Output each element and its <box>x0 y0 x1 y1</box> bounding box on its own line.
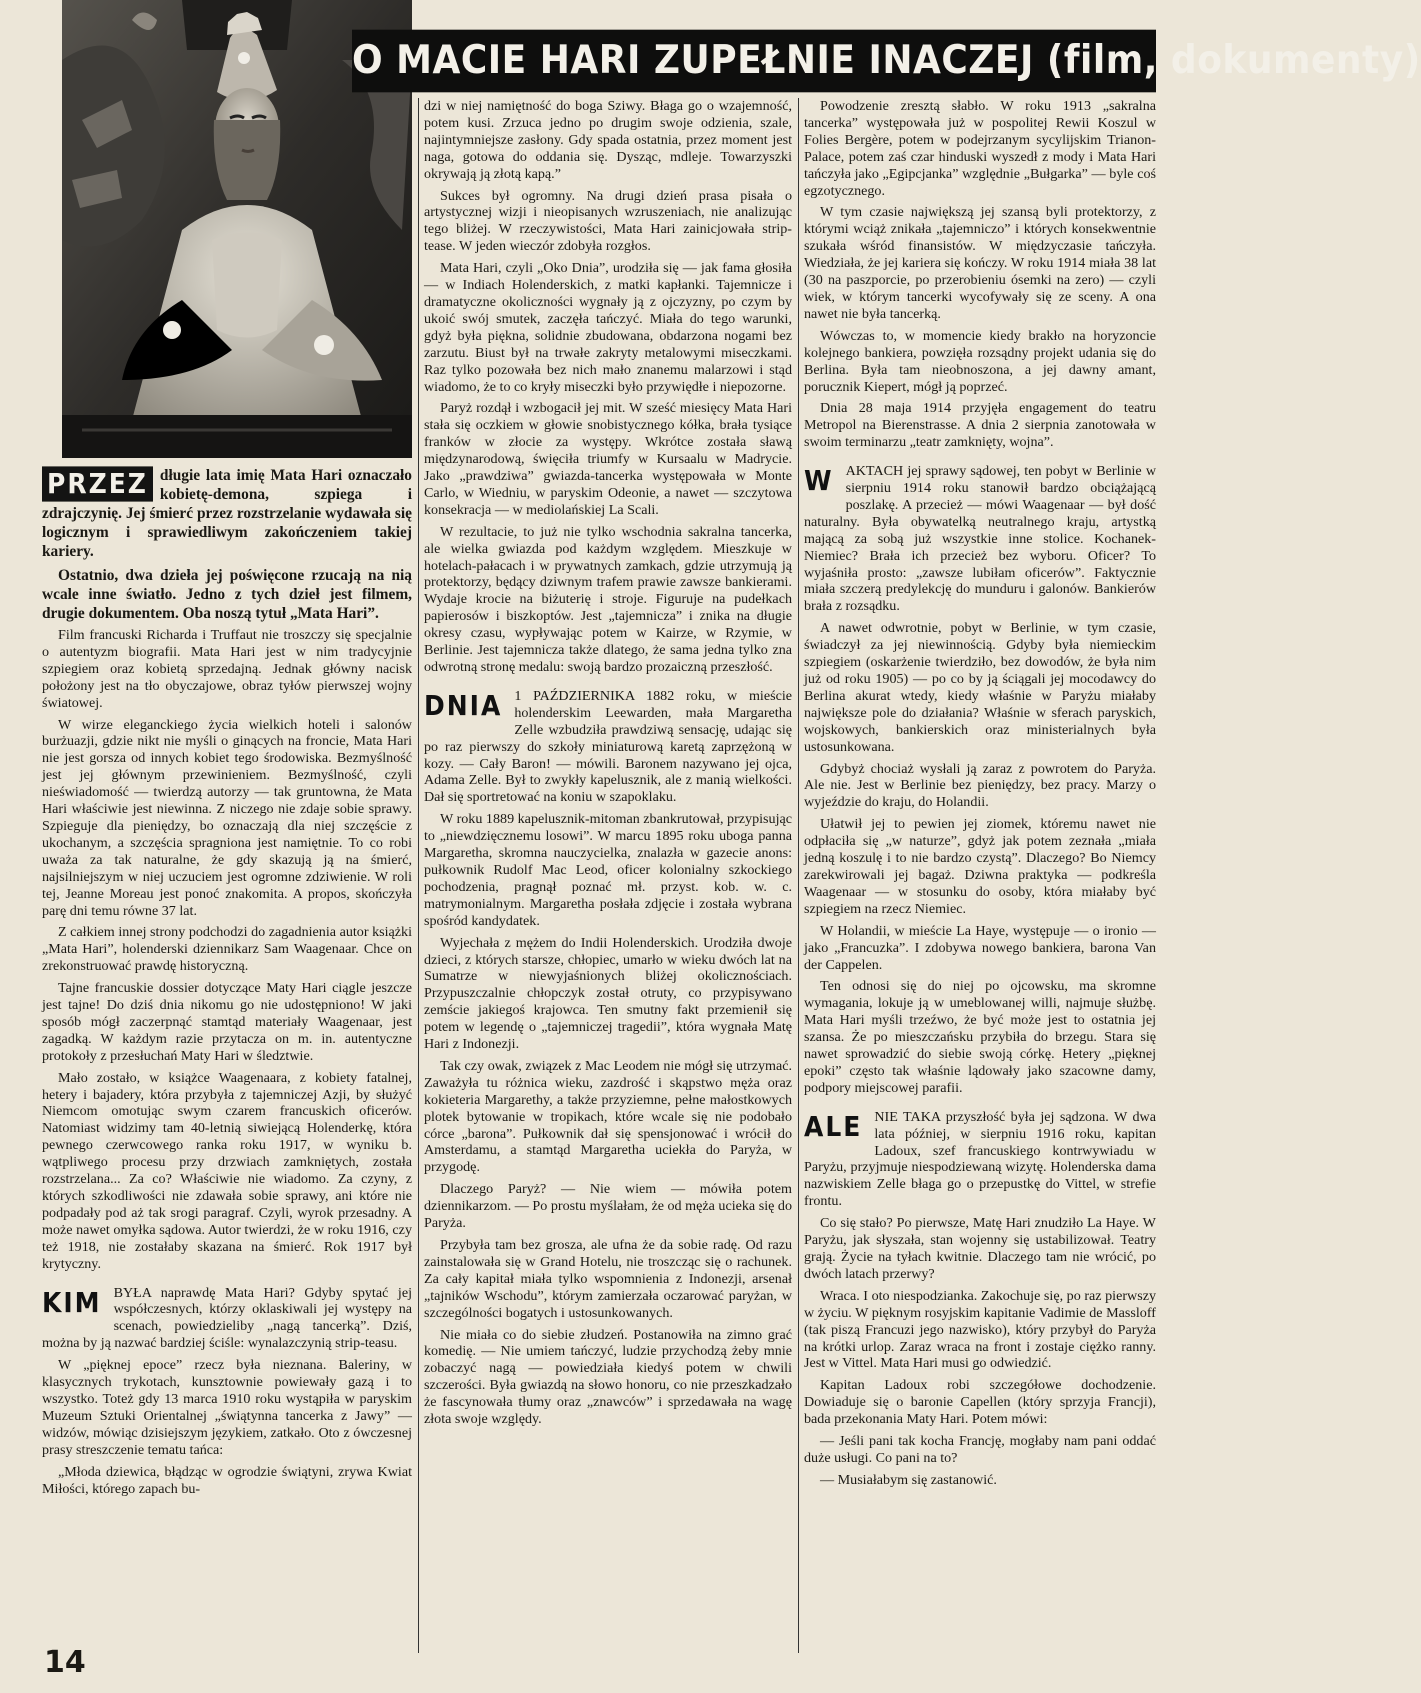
body-paragraph: dzi w niej namiętność do boga Sziwy. Błaga go o wzajemność, potem kusi. Zrzuca jedno po drugim swoje odzienia, szale, najintymniejsze zasłony. Gdy spada ostatnia, przez moment jest naga, gotowa do oddania się. Dysząc, mdleje. Towarzyszki okrywają ją złotą kapą.” <box>424 98 792 182</box>
page-number: 14 <box>44 1645 86 1680</box>
lead-text-2: Ostatnio, dwa dzieła jej poświęcone rzucają na nią wcale inne światło. Jedno z tych dzieł jest filmem, drugie dokumentem. Oba noszą tytuł „Mata Hari”. <box>42 567 412 622</box>
drop-cap-ale: ALE <box>804 1110 863 1143</box>
body-paragraph: Kapitan Ladoux robi szczegółowe dochodzenie. Dowiaduje się o baronie Capellen (który sprzyja Francji), bada przekonania Maty Hari. Potem mówi: <box>804 1377 1156 1428</box>
drop-cap-kim: KIM <box>42 1286 102 1318</box>
section-text: AKTACH jej sprawy sądowej, ten pobyt w Berlinie w sierpniu 1914 roku stanowił bardzo obciążającą poszlakę. A przecież — mówi Waagenaar — był dość naturalny. Była obywatelką neutralnego kraju, artystką mającą za sobą już wszystkie inne stolice. Kochanek-Niemiec? Brała ich przecież bez wyboru. Oficer? To wyjaśniła prosto: „zawsze lubiłam oficerów”. Faktycznie miała szczerą predylekcję do munduru i galonów. Bankierów brała z rozsądku. <box>804 463 1156 615</box>
body-paragraph: A nawet odwrotnie, pobyt w Berlinie, w tym czasie, świadczył za jej niewinnością. Gdyby była niemieckim szpiegiem (oskarżenie twierdziło, bez dowodów, że była nim już od roku 1905) — po co by ją ściągali jej mocodawcy do Berlina akurat wtedy, kiedy właśnie w Paryżu miałaby największe pole do działania? Właśnie w sferach paryskich, wojskowych, bankierskich oraz ministerialnych była ustosunkowana. <box>804 620 1156 755</box>
column-divider <box>418 98 419 1653</box>
body-paragraph: Ten odnosi się do niej po ojcowsku, ma skromne wymagania, lokuje ją w umeblowanej willi, najmuje służbę. Mata Hari myśli trzeźwo, że być może jest to ostatnia jej szansa. Że po mieszczańsku przybiła do brzegu. Stara się nawet sprowadzić do siebie swoją córkę. Hetery „pięknej epoki” często tak właśnie lądowały jako szacowne damy, podpory miejscowej parafii. <box>804 978 1156 1096</box>
body-paragraph: W tym czasie największą jej szansą byli protektorzy, z którymi wciąż znikała „tajemniczo” i których konsekwentnie szukała wśród finansistów. W międzyczasie tańczyła. Wiedziała, że jej kariera się kończy. W roku 1914 miała 38 lat (30 na paszporcie, po przerobieniu ósemki na zero) — czyli wiek, w którym tancerki wycofywały się ze sceny. A ona nawet nie była tancerką. <box>804 204 1156 322</box>
body-paragraph: — Jeśli pani tak kocha Francję, mogłaby nam pani oddać duże usługi. Co pani na to? <box>804 1433 1156 1466</box>
drop-cap-przez: PRZEZ <box>42 466 153 501</box>
body-paragraph: Film francuski Richarda i Truffaut nie troszczy się specjalnie o autentyzm biografii. Mata Hari jest w nim tradycyjnie szpiegiem oraz kobietą sprzedajną. Jednak główny nacisk położony jest na tło obyczajowe, obraz tyłów pierwszej wojny światowej. <box>42 627 412 711</box>
body-paragraph: Mata Hari, czyli „Oko Dnia”, urodziła się — jak fama głosiła — w Indiach Holenderskich, z matki kapłanki. Tajemnicze i dramatyczne okoliczności wygnały ją z ojczyzny, po czym by ukoić swój smutek, zaczęła tańczyć. Miała do tego warunki, gdyż była piękna, solidnie zbudowana, obdarzona nogami bez zarzutu. Biust był na trwałe zakryty metalowymi miseczkami. Raz tylko pozowała bez nich mało znanemu malarzowi i stąd wiadomo, że to co kryły miseczki było przywiędłe i niepozorne. <box>424 260 792 395</box>
body-paragraph: Dnia 28 maja 1914 przyjęła engagement do teatru Metropol na Bierenstrasse. A dnia 2 sierpnia zanotowała w swoim terminarzu „teatr zamknięty, wojna”. <box>804 400 1156 451</box>
body-paragraph: W wirze eleganckiego życia wielkich hoteli i salonów burżuazji, gdzie nikt nie myśli o ginących na froncie, Mata Hari nie jest gorsza od innych kobiet tego środowiska. Bezmyślność jest jej głównym przewinieniem. Bezmyślność, czyli nieświadomość — twierdzą autorzy — tak gruntowna, że Mata Hari właściwie jest niewinna. Z niczego nie zdaje sobie sprawy. Szpieguje dla pieniędzy, bo oznaczają dla niej szczęście z ukochanym, a szczęścia spragniona jest namiętnie. To co robi uważa za tak naturalne, że gdy skazują ją na śmierć, najsilniejszym w niej uczuciem jest ogromne zdziwienie. W roli tej, Jeanne Moreau jest ponoć znakomita. A propos, skończyła parę dni temu równe 37 lat. <box>42 716 412 919</box>
body-paragraph: W rezultacie, to już nie tylko wschodnia sakralna tancerka, ale wielka gwiazda pod każdym względem. Mieszkuje w hotelach-pałacach i w prywatnych zamkach, gdzie utrzymują ją protektorzy, będący dziwnym trafem prawie zawsze bankierami. Wydaje krocie na biżuterię i stroje. Figuruje na pudełkach papierosów i biszkoptów. Jest „tajemnicza” i znika na długie okresy czasu, wypływając potem w Kairze, w Rzymie, w Berlinie. Jest tajemnicza także dlatego, że sama jedna tylko zna odwrotną stronę medalu: swoją bardzo prozaiczną przeszłość. <box>424 523 792 675</box>
column-3 <box>804 98 1156 1489</box>
column-1 <box>42 466 412 1497</box>
body-paragraph: Gdybyż chociaż wysłali ją zaraz z powrotem do Paryża. Ale nie. Jest w Berlinie bez pieniędzy, bez pracy. Marzy o wyjeździe do kraju, do Holandii. <box>804 760 1156 811</box>
body-paragraph: Ułatwił jej to pewien jej ziomek, któremu nawet nie odpłaciła się „w naturze”, gdyż jak potem zeznała „miała jedną koszulę i to nie bardzo czystą”. Dlaczego? Bo Niemcy zarekwirowali jej bagaż. Dziwna praktyka — podkreśla Waagenaar — w stosunku do osoby, która miałaby być szpiegiem na rzecz Niemiec. <box>804 816 1156 917</box>
body-paragraph: Tak czy owak, związek z Mac Leodem nie mógł się utrzymać. Zaważyła tu różnica wieku, zazdrość i skąpstwo męża oraz kokieteria Margarethy, a także przyziemne, pełne małostkowych plotek bytowanie w tropikach, które wcale się nie podobało córce „barona”. Pułkownik dał się spensjonować i wrócił do Amsterdamu, a stamtąd Margaretha uciekła do Paryża, w przygodę. <box>424 1057 792 1176</box>
body-paragraph: Mało zostało, w książce Waagenaara, z kobiety fatalnej, hetery i bajadery, która przybyła z tajemniczej Azji, by służyć Niemcom omotując swym czarem francuskich oficerów. Natomiast widzimy tam 40-letnią siwiejącą Holenderkę, która pewnego czerwcowego ranka roku 1917, w wyniku b. wątpliwego procesu przy drzwiach zamkniętych, została rozstrzelana... Za co? Właściwie nie wiadomo. Za czyny, z których szkodliwości nie zdawała sobie sprawy, ani które nie podpadały pod aż tak srogi paragraf. Czyli, wyrok przesadny. A może nawet omyłka sądowa. Autor twierdzi, że w roku 1916, czy też 1918, nie zostałaby skazana na śmierć. Rok 1917 był krytyczny. <box>42 1069 412 1272</box>
body-paragraph: Dlaczego Paryż? — Nie wiem — mówiła potem dziennikarzom. — Po prostu myślałam, że od męża ucieka się do Paryża. <box>424 1181 792 1232</box>
body-paragraph: Wówczas to, w momencie kiedy brakło na horyzoncie kolejnego bankiera, powzięła rozsądny projekt udania się do Berlina. Była tam nieobnoszona, a jej dawny amant, porucznik Kiepert, mógł ją poprzeć. <box>804 327 1156 395</box>
body-paragraph: W „pięknej epoce” rzecz była nieznana. Baleriny, w klasycznych trykotach, kunsztownie powiewały gazą i to wszystko. Toteż gdy 13 marca 1910 roku wystąpiła w paryskim Muzeum Sztuki Orientalnej „świątynna tancerka z Jawy” — widzów, mówiąc dzisiejszym językiem, zatkało. Oto z ówczesnej prasy streszczenie tematu tańca: <box>42 1357 412 1458</box>
lead-paragraph <box>42 466 412 623</box>
body-paragraph: „Młoda dziewica, błądząc w ogrodzie świątyni, zrywa Kwiat Miłości, którego zapach bu- <box>42 1463 412 1497</box>
body-paragraph: Co się stało? Po pierwsze, Matę Hari znudziło La Haye. W Paryżu, jak słyszała, stan wojenny się ustabilizował. Teatry grają. Życie na tyłach kwitnie. Dlaczego tam nie wrócić, po dwóch latach przerwy? <box>804 1215 1156 1282</box>
column-divider <box>798 98 799 1653</box>
section-text: NIE TAKA przyszłość była jej sądzona. W dwa lata później, w sierpniu 1916 roku, kapitan Ladoux, szef francuskiego kontrwywiadu w Paryżu, przyjmuje niespodziewaną wizytę. Holenderska dama nazwiskiem Zelle błaga go o przepustkę do Vittel, w strefie frontu. <box>804 1108 1156 1210</box>
drop-cap-dnia: DNIA <box>424 689 503 722</box>
section-text: BYŁA naprawdę Mata Hari? Gdyby spytać jej współczesnych, którzy oklaskiwali jej występy na scenach, powiedzieliby „nagą tancerką”. Dziś, można by ją nazwać bardziej ściśle: wynalazczynią strip-teasu. <box>42 1284 412 1352</box>
body-paragraph: Przybyła tam bez grosza, ale ufna że da sobie radę. Od razu zainstalowała się w Grand Hotelu, nie troszcząc się o rachunek. Za cały kapitał miała tylko wspomnienia z Indonezji, arsenał „tajników Wschodu”, którym zamierzała oczarować paryżan, w szczególności bogatych i ustosunkowanych. <box>424 1237 792 1321</box>
body-paragraph: Tajne francuskie dossier dotyczące Maty Hari ciągle jeszcze jest tajne! Do dziś dnia nikomu go nie udostępniono! W jaki sposób mógł zaczerpnąć stamtąd materiały Waagenaar, jest zagadką. W każdym razie przytacza on m. in. autentyczne protokoły z przesłuchań Maty Hari w śledztwie. <box>42 980 412 1064</box>
body-paragraph: Paryż rozdął i wzbogacił jej mit. W sześć miesięcy Mata Hari stała się oczkiem w głowie snobistycznego kółka, brała tysiące franków w złocie za występy. Wkrótce została sławą międzynarodową, święciła triumfy w Kursaalu w Madrycie. Jako „prawdziwa” gwiazda-tancerka występowała w Monte Carlo, w Wiedniu, w paryskim Odeonie, a nawet — szczytowa konsekracja — w mediolańskiej La Scali. <box>424 400 792 518</box>
section-text: 1 PAŹDZIERNIKA 1882 roku, w mieście holenderskim Leewarden, mała Margaretha Zelle wzbudziła prawdziwą sensację, udając się po raz pierwszy do szkoły miniaturową karetą zaprzężoną w kozy. — Cały Baron! — mówili. Baronem nazywano jej ojca, Adama Zelle. Był to zwykły kapelusznik, ale z manią wielkości. Dał się sportretować na koniu w szapoklaku. <box>424 687 792 806</box>
body-paragraph: W roku 1889 kapelusznik-mitoman zbankrutował, przypisując to „niewdzięcznemu losowi”. W marcu 1895 roku uboga panna Margaretha, skromna nauczycielka, znalazła w gazecie anons: pułkownik Rudolf Mac Leod, oficer kolonialny szkockiego pochodzenia, pragnął poznać mł. przyst. kob. w. c. matrymonialnym. Margaretha posłała zdjęcie i została wybrana spośród kandydatek. <box>424 811 792 929</box>
body-paragraph: — Musiałabym się zastanowić. <box>820 1471 997 1488</box>
body-paragraph: W Holandii, w mieście La Haye, występuje — o ironio — jako „Francuzka”. I zdobywa nowego bankiera, barona Van der Cappelen. <box>804 922 1156 973</box>
body-paragraph: Sukces był ogromny. Na drugi dzień prasa pisała o artystycznej wizji i nieopisanych wzruszeniach, nie analizując tego bliżej. W rzeczywistości, Mata Hari zainicjowała strip-tease. W jeden wieczór zdobyła rozgłos. <box>424 187 792 255</box>
drop-cap-w: W <box>804 464 834 497</box>
body-paragraph: Z całkiem innej strony podchodzi do zagadnienia autor książki „Mata Hari”, holenderski dziennikarz Sam Waagenaar. Chce on zrekonstruować prawdę historyczną. <box>42 924 412 975</box>
article-headline: O MACIE HARI ZUPEŁNIE INACZEJ (film, dokumenty) <box>352 30 1156 93</box>
column-2 <box>424 98 792 1428</box>
body-paragraph: Wraca. I oto niespodzianka. Zakochuje się, po raz pierwszy w życiu. W pięknym rosyjskim kapitanie Vadimie de Massloff (tak piszą Francuzi jego nazwisko), który przybył do Paryża na krótki urlop. Zaraz wraca na front i zostaje ciężko ranny. Jest w Vittel. Mata Hari musi go odwiedzić. <box>804 1287 1156 1372</box>
body-paragraph: Wyjechała z mężem do Indii Holenderskich. Urodziła dwoje dzieci, z których starsze, chłopiec, umarło w wieku dwóch lat na Sumatrze w niewyjaśnionych bliżej okolicznościach. Przypuszczalnie chłopczyk został otruty, co przypisywano zemście jakiegoś krajowca. Ten smutny fakt przemienił się potem w legendę o „tajemniczej tragedii”, która wygnała Matę Hari z Indonezji. <box>424 934 792 1053</box>
body-paragraph: Nie miała co do siebie złudzeń. Postanowiła na zimno grać komedię. — Nie umiem tańczyć, ludzie przychodzą żeby mnie zobaczyć nagą — powiedziała kiedyś potem w chwili szczerości. Była gwiazdą na słowo honoru, co nie przeszkadzało że fascynowała tłumy oraz „znawców” i sprzedawała na wagę złota swoje względy. <box>424 1326 792 1428</box>
body-paragraph: Powodzenie zresztą słabło. W roku 1913 „sakralna tancerka” występowała już w pospolitej Rewii Koszul w Folies Bergère, potem w podejrzanym sycylijskim Trianon-Palace, potem zaś czar hinduski wyszedł z mody i Mata Hari tańczyła jako „Egipcjanka” względnie „Bułgarka” — byle coś egzotycznego. <box>804 98 1156 199</box>
lead-text: długie lata imię Mata Hari oznaczało kobietę-demona, szpiega i zdrajczynię. Jej śmierć przez rozstrzelanie wydawała się logicznym i sprawiedliwym zakończeniem takiej kariery. <box>42 467 412 560</box>
